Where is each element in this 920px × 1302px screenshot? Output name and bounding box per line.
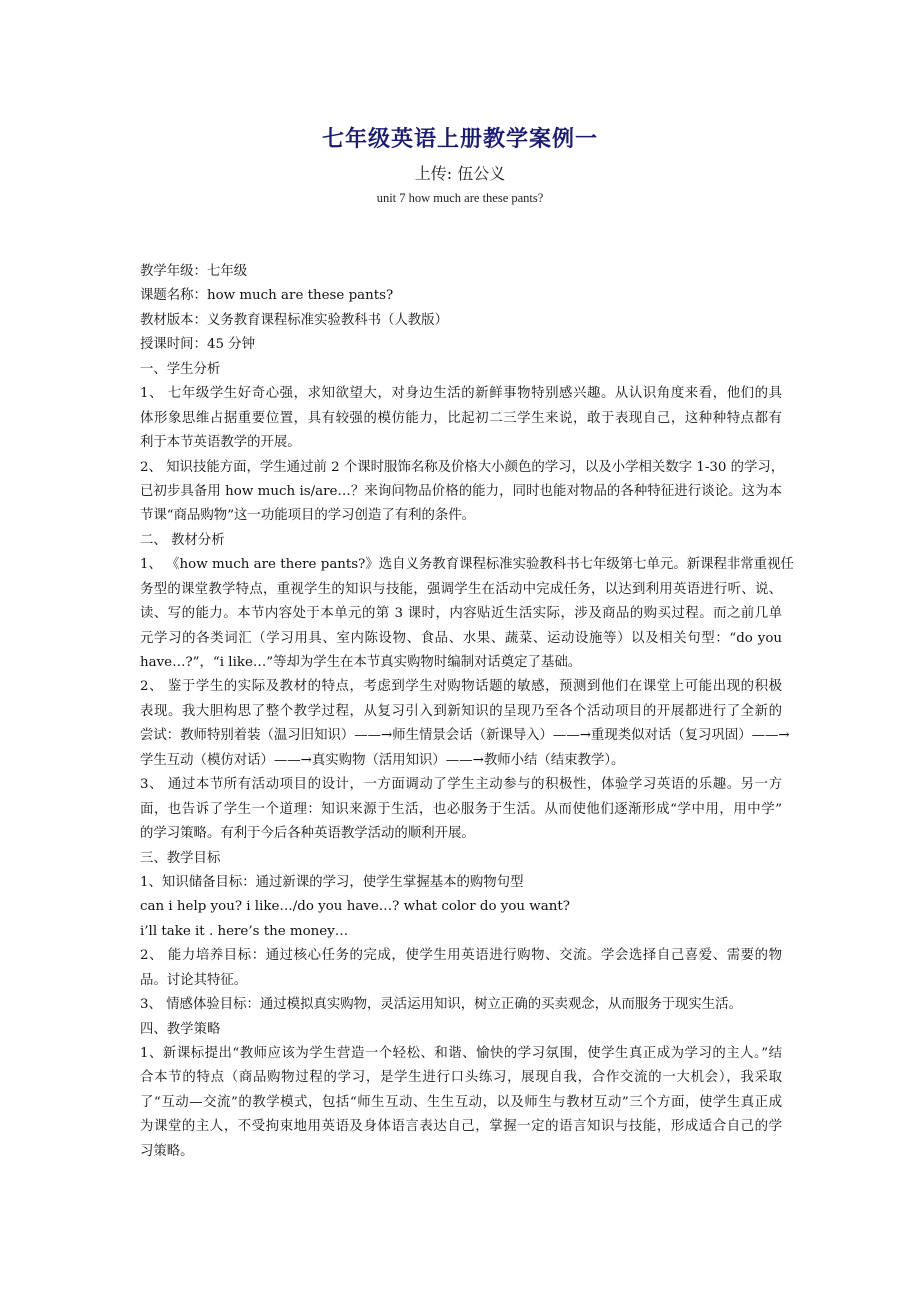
text-line: 了“互动—交流”的教学模式，包括“师生互动、生生互动，以及师生与教材互动”三个方面，使学生真正成 [140, 1094, 782, 1110]
text-line: 一、学生分析 [140, 361, 221, 377]
paragraph [140, 358, 782, 382]
text-line: 的学习策略。有利于今后各种英语教学活动的顺利开展。 [140, 826, 475, 842]
paragraph [140, 284, 782, 308]
text-line: 1、知识储备目标：通过新课的学习，使学生掌握基本的购物句型 [140, 874, 524, 890]
document-title: 七年级英语上册教学案例一 [321, 127, 598, 152]
paragraph [140, 309, 782, 333]
text-line: 2、 鉴于学生的实际及教材的特点，考虑到学生对购物话题的敏感，预测到他们在课堂上可能出现的积极 [140, 679, 782, 695]
text-line: 3、 通过本节所有活动项目的设计，一方面调动了学生主动参与的积极性，体验学习英语的乐趣。另一方 [140, 777, 782, 793]
text-line: 1、 《how much are there pants?》选自义务教育课程标准实验教科书七年级第七单元。新课程非常重视任 [140, 557, 794, 573]
text-line: can i help you? i like…/do you have…? what color do you want? [140, 899, 570, 915]
text-line: 教材版本：义务教育课程标准实验教科书（人教版） [140, 312, 448, 328]
text-line: 节课“商品购物”这一功能项目的学习创造了有利的条件。 [140, 508, 476, 524]
paragraph [140, 1018, 782, 1042]
text-line: 利于本节英语教学的开展。 [140, 435, 301, 451]
paragraph [140, 871, 782, 895]
text-line: 1、 七年级学生好奇心强，求知欲望大，对身边生活的新鲜事物特别感兴趣。从认识角度来看，他们的具 [140, 386, 782, 402]
text-line: 品。讨论其特征。 [140, 972, 248, 988]
text-line: 为课堂的主人，不受拘束地用英语及身体语言表达自己，掌握一定的语言知识与技能，形成适合自己的学 [140, 1119, 782, 1135]
text-line: 已初步具备用 how much is/are…？来询问物品价格的能力，同时也能对物品的各种特征进行谈论。这为本 [140, 483, 782, 499]
text-line: 1、新课标提出“教师应该为学生营造一个轻松、和谐、愉快的学习氛围，使学生真正成为学习的主人。”结 [140, 1046, 782, 1061]
text-line: 读、写的能力。本节内容处于本单元的第 3 课时，内容贴近生活实际，涉及商品的购买过程。而之前几单 [140, 606, 782, 622]
paragraph [140, 529, 782, 553]
paragraph [140, 382, 782, 455]
text-line: have…?”，“i like…”等却为学生在本节真实购物时编制对话奠定了基础。 [140, 655, 582, 670]
text-line: 尝试：教师特别着装（温习旧知识）——→师生情景会话（新课导入）——→重现类似对话（复习巩固）——→ [140, 728, 790, 744]
text-line: 体形象思维占据重要位置，具有较强的模仿能力，比起初二三学生来说，敢于表现自己，这种种特点都有 [140, 410, 782, 426]
paragraph [140, 993, 782, 1017]
text-line: 授课时间：45 分钟 [140, 337, 256, 353]
paragraph [140, 553, 794, 675]
text-line: 二、 教材分析 [140, 532, 225, 548]
text-line: 四、教学策略 [140, 1021, 221, 1037]
text-line: 务型的课堂教学特点，重视学生的知识与技能，强调学生在活动中完成任务，以达到利用英语进行听、说、 [140, 581, 782, 597]
text-line: i’ll take it . here’s the money… [140, 923, 349, 939]
paragraph [140, 675, 790, 773]
text-line: 表现。我大胆构思了整个教学过程，从复习引入到新知识的呈现乃至各个活动项目的开展都进行了全新的 [140, 703, 782, 719]
paragraph [140, 847, 782, 871]
text-line: 课题名称：how much are these pants? [140, 288, 394, 304]
paragraph [140, 260, 782, 284]
paragraph [140, 456, 785, 529]
text-line: 习策略。 [140, 1143, 194, 1159]
text-line: 学生互动（模仿对话）——→真实购物（活用知识）——→教师小结（结束教学）。 [140, 752, 625, 768]
text-line: 面，也告诉了学生一个道理：知识来源于生活，也必服务于生活。从而使他们逐渐形成“学中用，用中学” [140, 801, 782, 817]
text-line: 三、教学目标 [140, 850, 221, 866]
paragraph [140, 895, 782, 919]
document-body [140, 260, 794, 1164]
text-line: 教学年级：七年级 [140, 264, 248, 279]
paragraph [140, 944, 782, 993]
text-line: 2、 知识技能方面，学生通过前 2 个课时服饰名称及价格大小颜色的学习，以及小学相关数字 1-30 的学习， [140, 459, 785, 475]
text-line: 元学习的各类词汇（学习用具、室内陈设物、食品、水果、蔬菜、运动设施等）以及相关句型：“do you [140, 630, 782, 646]
paragraph [140, 773, 782, 846]
paragraph [140, 333, 782, 357]
paragraph [140, 920, 782, 944]
uploader-line: 上传: 伍公义 [414, 164, 506, 183]
unit-subtitle: unit 7 how much are these pants? [376, 191, 544, 205]
text-line: 3、 情感体验目标：通过模拟真实购物，灵活运用知识，树立正确的买卖观念，从而服务于现实生活。 [140, 997, 742, 1013]
text-line: 2、 能力培养目标：通过核心任务的完成，使学生用英语进行购物、交流。学会选择自己喜爱、需要的物 [140, 948, 782, 964]
text-line: 合本节的特点（商品购物过程的学习，是学生进行口头练习，展现自我，合作交流的一大机会），我采取 [140, 1070, 782, 1086]
paragraph [140, 1042, 782, 1164]
